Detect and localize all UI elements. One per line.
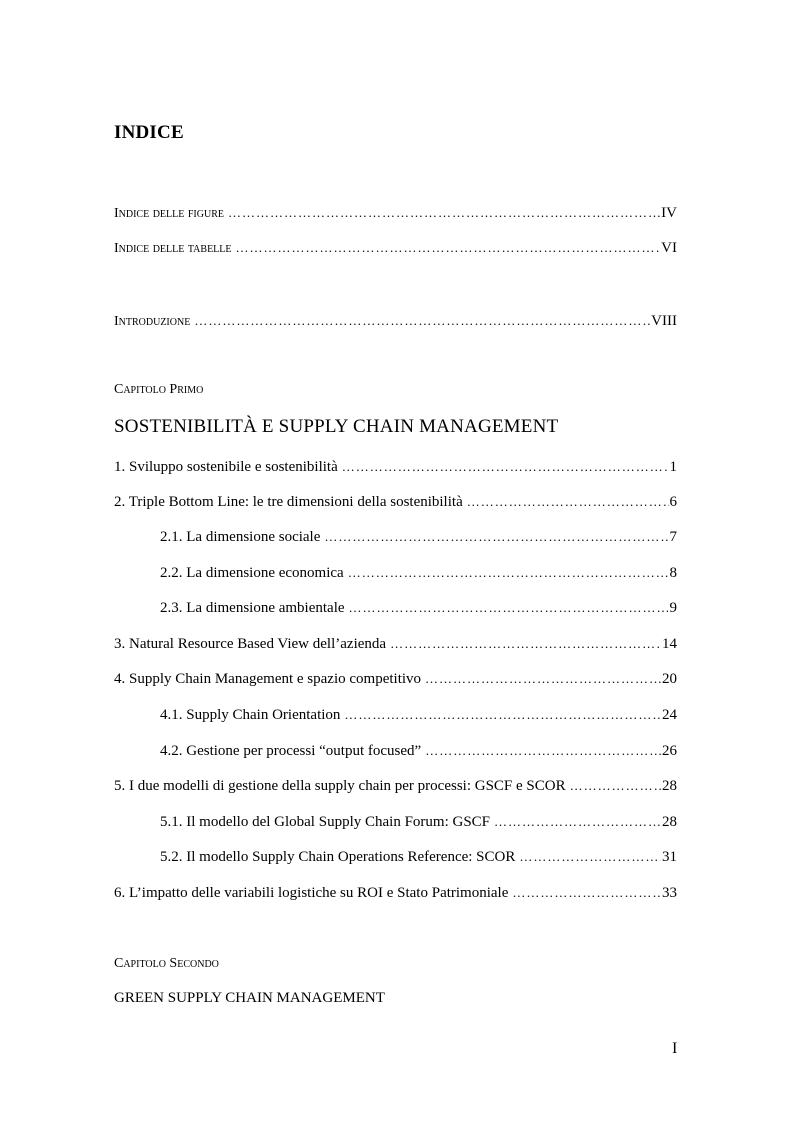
- chapter-one-title: SOSTENIBILITÀ E SUPPLY CHAIN MANAGEMENT: [114, 416, 559, 437]
- dot-leader: [494, 813, 661, 831]
- toc-entry-label: 1. Sviluppo sostenibile e sostenibilità: [114, 459, 338, 475]
- dot-leader: [324, 528, 668, 546]
- dot-leader: [425, 670, 661, 688]
- toc-entry-page: 28: [662, 778, 677, 794]
- toc-entry[interactable]: [114, 493, 677, 511]
- toc-entry-label: Indice delle figure: [114, 206, 224, 221]
- toc-entry-page: 33: [662, 885, 677, 901]
- toc-entry-page: 26: [662, 743, 677, 759]
- toc-entry-page: 9: [669, 600, 677, 616]
- page-heading: INDICE: [114, 122, 184, 143]
- toc-entry-label: 5.1. Il modello del Global Supply Chain Forum: GSCF: [160, 814, 491, 830]
- toc-subentry[interactable]: [160, 742, 677, 760]
- toc-entry-introduction[interactable]: [114, 312, 677, 331]
- toc-entry-label: 4. Supply Chain Management e spazio competitivo: [114, 671, 422, 687]
- toc-subentry[interactable]: [160, 599, 677, 617]
- toc-entry-page: VI: [661, 240, 677, 256]
- toc-entry-page: VIII: [651, 313, 677, 329]
- toc-entry-page: 28: [662, 814, 677, 830]
- dot-leader: [348, 564, 669, 582]
- toc-entry-page: 14: [662, 636, 677, 652]
- toc-entry[interactable]: [114, 777, 677, 795]
- toc-subentry[interactable]: [160, 706, 677, 724]
- dot-leader: [512, 884, 661, 902]
- toc-entry-page: 6: [669, 494, 677, 510]
- dot-leader: [467, 493, 669, 511]
- toc-entry[interactable]: [114, 884, 677, 902]
- toc-entry-label: 2.2. La dimensione economica: [160, 565, 344, 581]
- toc-entry-page: IV: [661, 205, 677, 221]
- dot-leader: [570, 777, 661, 795]
- page-number: I: [672, 1040, 678, 1057]
- dot-leader: [342, 458, 669, 476]
- dot-leader: [236, 239, 661, 257]
- toc-entry-label: 5.2. Il modello Supply Chain Operations Reference: SCOR: [160, 849, 516, 865]
- dot-leader: [344, 706, 661, 724]
- toc-entry-page: 20: [662, 671, 677, 687]
- toc-entry-label: 4.2. Gestione per processi “output focused”: [160, 743, 422, 759]
- toc-entry-tables[interactable]: [114, 239, 677, 258]
- chapter-one-label: Capitolo Primo: [114, 382, 204, 397]
- toc-entry-label: Introduzione: [114, 314, 191, 329]
- toc-entry-page: 24: [662, 707, 677, 723]
- dot-leader: [349, 599, 669, 617]
- dot-leader: [425, 742, 661, 760]
- toc-entry-page: 7: [669, 529, 677, 545]
- toc-subentry[interactable]: [160, 848, 677, 866]
- chapter-two-label: Capitolo Secondo: [114, 956, 219, 971]
- toc-entry-label: Indice delle tabelle: [114, 241, 232, 256]
- toc-entry-page: 31: [662, 849, 677, 865]
- toc-entry-label: 4.1. Supply Chain Orientation: [160, 707, 341, 723]
- toc-entry-page: 1: [669, 459, 677, 475]
- toc-entry-page: 8: [669, 565, 677, 581]
- chapter-two-title: GREEN SUPPLY CHAIN MANAGEMENT: [114, 990, 385, 1006]
- dot-leader: [390, 635, 661, 653]
- dot-leader: [519, 848, 661, 866]
- toc-entry-label: 2.1. La dimensione sociale: [160, 529, 321, 545]
- toc-subentry[interactable]: [160, 813, 677, 831]
- toc-subentry[interactable]: [160, 564, 677, 582]
- toc-entry-label: 2. Triple Bottom Line: le tre dimensioni della sostenibilità: [114, 494, 463, 510]
- dot-leader: [228, 204, 660, 222]
- toc-entry[interactable]: [114, 670, 677, 688]
- toc-entry[interactable]: [114, 635, 677, 653]
- toc-entry-figures[interactable]: [114, 204, 677, 223]
- dot-leader: [194, 312, 650, 330]
- toc-entry-label: 5. I due modelli di gestione della supply chain per processi: GSCF e SCOR: [114, 778, 566, 794]
- toc-entry-label: 2.3. La dimensione ambientale: [160, 600, 345, 616]
- toc-subentry[interactable]: [160, 528, 677, 546]
- toc-entry-label: 6. L’impatto delle variabili logistiche su ROI e Stato Patrimoniale: [114, 885, 509, 901]
- toc-entry[interactable]: [114, 458, 677, 476]
- toc-entry-label: 3. Natural Resource Based View dell’azienda: [114, 636, 387, 652]
